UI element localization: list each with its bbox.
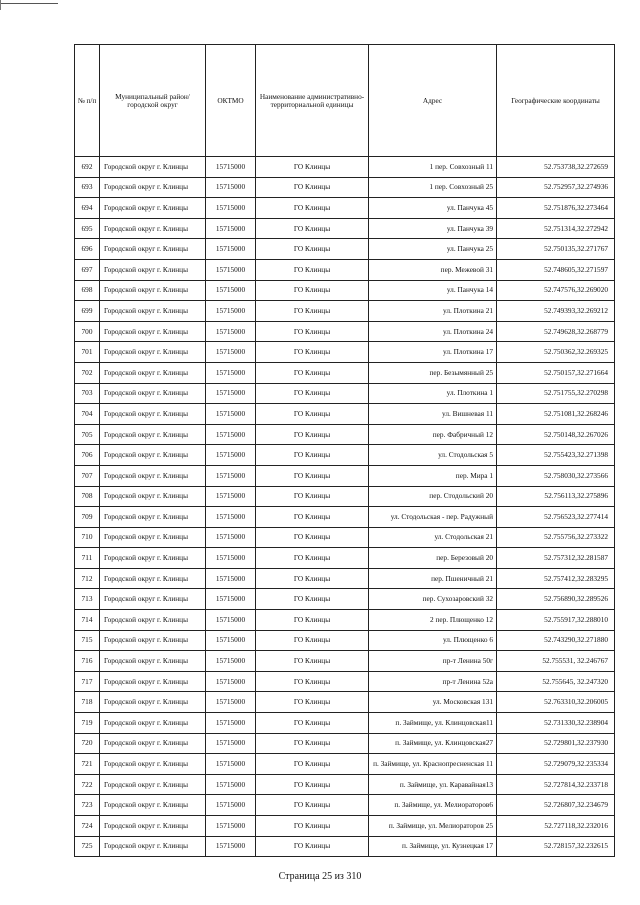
cell-coords: 52.757312,32.281587 bbox=[497, 548, 615, 569]
table-row bbox=[75, 383, 615, 404]
cell-num: 709 bbox=[75, 507, 100, 528]
cell-num: 715 bbox=[75, 630, 100, 651]
cell-admin-unit: ГО Клинцы bbox=[256, 548, 369, 569]
cell-municipality: Городской округ г. Клинцы bbox=[100, 651, 206, 672]
cell-oktmo: 15715000 bbox=[206, 548, 256, 569]
cell-coords: 52.756890,32.289526 bbox=[497, 589, 615, 610]
cell-num: 724 bbox=[75, 816, 100, 837]
table-row bbox=[75, 342, 615, 363]
cell-coords: 52.749628,32.268779 bbox=[497, 321, 615, 342]
cell-num: 708 bbox=[75, 486, 100, 507]
cell-municipality: Городской округ г. Клинцы bbox=[100, 424, 206, 445]
cell-oktmo: 15715000 bbox=[206, 795, 256, 816]
cell-admin-unit: ГО Клинцы bbox=[256, 198, 369, 219]
cell-oktmo: 15715000 bbox=[206, 383, 256, 404]
cell-coords: 52.731330,32.238904 bbox=[497, 713, 615, 734]
cell-oktmo: 15715000 bbox=[206, 816, 256, 837]
table-row bbox=[75, 239, 615, 260]
table-row bbox=[75, 630, 615, 651]
table-row bbox=[75, 259, 615, 280]
cell-admin-unit: ГО Клинцы bbox=[256, 465, 369, 486]
table-row bbox=[75, 795, 615, 816]
cell-oktmo: 15715000 bbox=[206, 301, 256, 322]
cell-address: ул. Панчука 14 bbox=[369, 280, 497, 301]
table-row bbox=[75, 301, 615, 322]
cell-address: пер. Пшеничный 21 bbox=[369, 568, 497, 589]
cell-admin-unit: ГО Клинцы bbox=[256, 342, 369, 363]
cell-admin-unit: ГО Клинцы bbox=[256, 404, 369, 425]
cell-admin-unit: ГО Клинцы bbox=[256, 259, 369, 280]
table-row bbox=[75, 548, 615, 569]
table-row bbox=[75, 671, 615, 692]
cell-oktmo: 15715000 bbox=[206, 424, 256, 445]
cell-address: 1 пер. Совхозный 25 bbox=[369, 177, 497, 198]
cell-municipality: Городской округ г. Клинцы bbox=[100, 507, 206, 528]
cell-municipality: Городской округ г. Клинцы bbox=[100, 713, 206, 734]
cell-num: 698 bbox=[75, 280, 100, 301]
cell-oktmo: 15715000 bbox=[206, 218, 256, 239]
cell-address: п. Займище, ул. Клинцовская27 bbox=[369, 733, 497, 754]
cell-address: ул. Стодольская 5 bbox=[369, 445, 497, 466]
cell-admin-unit: ГО Клинцы bbox=[256, 445, 369, 466]
cell-coords: 52.729079,32.235334 bbox=[497, 754, 615, 775]
cell-municipality: Городской округ г. Клинцы bbox=[100, 239, 206, 260]
cell-address: п. Займище, ул. Кузнецкая 17 bbox=[369, 836, 497, 857]
cell-oktmo: 15715000 bbox=[206, 321, 256, 342]
cell-oktmo: 15715000 bbox=[206, 259, 256, 280]
cell-oktmo: 15715000 bbox=[206, 445, 256, 466]
cell-admin-unit: ГО Клинцы bbox=[256, 280, 369, 301]
table-row bbox=[75, 280, 615, 301]
cell-coords: 52.756113,32.275896 bbox=[497, 486, 615, 507]
cell-address: ул. Плющенко 6 bbox=[369, 630, 497, 651]
cell-admin-unit: ГО Клинцы bbox=[256, 671, 369, 692]
cell-municipality: Городской округ г. Клинцы bbox=[100, 301, 206, 322]
cell-num: 696 bbox=[75, 239, 100, 260]
cell-coords: 52.748605,32.271597 bbox=[497, 259, 615, 280]
cell-oktmo: 15715000 bbox=[206, 465, 256, 486]
cell-num: 721 bbox=[75, 754, 100, 775]
cell-oktmo: 15715000 bbox=[206, 651, 256, 672]
cell-oktmo: 15715000 bbox=[206, 630, 256, 651]
cell-coords: 52.756523,32.277414 bbox=[497, 507, 615, 528]
cell-municipality: Городской округ г. Клинцы bbox=[100, 816, 206, 837]
cell-coords: 52.750157,32.271664 bbox=[497, 362, 615, 383]
scan-artifact-tick bbox=[0, 0, 1, 10]
cell-oktmo: 15715000 bbox=[206, 836, 256, 857]
cell-admin-unit: ГО Клинцы bbox=[256, 795, 369, 816]
cell-oktmo: 15715000 bbox=[206, 486, 256, 507]
cell-address: пер. Фабричный 12 bbox=[369, 424, 497, 445]
cell-coords: 52.729801,32.237930 bbox=[497, 733, 615, 754]
cell-municipality: Городской округ г. Клинцы bbox=[100, 486, 206, 507]
cell-coords: 52.727814,32.233718 bbox=[497, 774, 615, 795]
cell-coords: 52.751876,32.273464 bbox=[497, 198, 615, 219]
cell-num: 694 bbox=[75, 198, 100, 219]
scan-artifact-line bbox=[0, 3, 58, 4]
cell-address: ул. Плоткина 24 bbox=[369, 321, 497, 342]
cell-municipality: Городской округ г. Клинцы bbox=[100, 630, 206, 651]
table-row bbox=[75, 651, 615, 672]
cell-num: 722 bbox=[75, 774, 100, 795]
table-row bbox=[75, 218, 615, 239]
cell-coords: 52.755531, 32.246767 bbox=[497, 651, 615, 672]
cell-municipality: Городской округ г. Клинцы bbox=[100, 671, 206, 692]
table-row bbox=[75, 362, 615, 383]
cell-municipality: Городской округ г. Клинцы bbox=[100, 342, 206, 363]
cell-admin-unit: ГО Клинцы bbox=[256, 507, 369, 528]
table-row bbox=[75, 486, 615, 507]
cell-admin-unit: ГО Клинцы bbox=[256, 754, 369, 775]
cell-municipality: Городской округ г. Клинцы bbox=[100, 404, 206, 425]
cell-coords: 52.757412,32.283295 bbox=[497, 568, 615, 589]
header-coords: Географические координаты bbox=[497, 45, 615, 157]
cell-admin-unit: ГО Клинцы bbox=[256, 239, 369, 260]
cell-admin-unit: ГО Клинцы bbox=[256, 692, 369, 713]
table-row bbox=[75, 568, 615, 589]
cell-municipality: Городской округ г. Клинцы bbox=[100, 259, 206, 280]
cell-admin-unit: ГО Клинцы bbox=[256, 486, 369, 507]
cell-oktmo: 15715000 bbox=[206, 177, 256, 198]
cell-address: ул. Плоткина 21 bbox=[369, 301, 497, 322]
cell-address: ул. Московская 131 bbox=[369, 692, 497, 713]
cell-num: 713 bbox=[75, 589, 100, 610]
cell-oktmo: 15715000 bbox=[206, 280, 256, 301]
cell-coords: 52.753738,32.272659 bbox=[497, 157, 615, 178]
cell-num: 719 bbox=[75, 713, 100, 734]
cell-address: пер. Березовый 20 bbox=[369, 548, 497, 569]
cell-address: пр-т Ленина 52а bbox=[369, 671, 497, 692]
cell-num: 711 bbox=[75, 548, 100, 569]
cell-oktmo: 15715000 bbox=[206, 713, 256, 734]
cell-coords: 52.751755,32.270298 bbox=[497, 383, 615, 404]
cell-admin-unit: ГО Клинцы bbox=[256, 321, 369, 342]
cell-oktmo: 15715000 bbox=[206, 362, 256, 383]
header-admin-unit: Наименование административно-территориальной единицы bbox=[256, 45, 369, 157]
cell-municipality: Городской округ г. Клинцы bbox=[100, 692, 206, 713]
cell-num: 714 bbox=[75, 610, 100, 631]
table-row bbox=[75, 733, 615, 754]
cell-municipality: Городской округ г. Клинцы bbox=[100, 774, 206, 795]
cell-municipality: Городской округ г. Клинцы bbox=[100, 548, 206, 569]
cell-num: 693 bbox=[75, 177, 100, 198]
cell-coords: 52.751314,32.272942 bbox=[497, 218, 615, 239]
table-row bbox=[75, 692, 615, 713]
cell-admin-unit: ГО Клинцы bbox=[256, 424, 369, 445]
header-municipality: Муниципальный район/городской округ bbox=[100, 45, 206, 157]
cell-address: п. Займище, ул. Каравайная13 bbox=[369, 774, 497, 795]
cell-num: 702 bbox=[75, 362, 100, 383]
cell-municipality: Городской округ г. Клинцы bbox=[100, 157, 206, 178]
cell-num: 707 bbox=[75, 465, 100, 486]
table-row bbox=[75, 465, 615, 486]
cell-oktmo: 15715000 bbox=[206, 774, 256, 795]
table-row bbox=[75, 754, 615, 775]
cell-coords: 52.752957,32.274936 bbox=[497, 177, 615, 198]
table-row bbox=[75, 816, 615, 837]
cell-address: пер. Стодольский 20 bbox=[369, 486, 497, 507]
cell-municipality: Городской округ г. Клинцы bbox=[100, 836, 206, 857]
cell-admin-unit: ГО Клинцы bbox=[256, 383, 369, 404]
table-row bbox=[75, 424, 615, 445]
cell-coords: 52.726807,32.234679 bbox=[497, 795, 615, 816]
cell-admin-unit: ГО Клинцы bbox=[256, 301, 369, 322]
cell-municipality: Городской округ г. Клинцы bbox=[100, 177, 206, 198]
cell-oktmo: 15715000 bbox=[206, 342, 256, 363]
cell-oktmo: 15715000 bbox=[206, 671, 256, 692]
cell-coords: 52.750148,32.267026 bbox=[497, 424, 615, 445]
cell-admin-unit: ГО Клинцы bbox=[256, 651, 369, 672]
cell-address: 1 пер. Совхозный 11 bbox=[369, 157, 497, 178]
cell-admin-unit: ГО Клинцы bbox=[256, 816, 369, 837]
cell-num: 700 bbox=[75, 321, 100, 342]
cell-municipality: Городской округ г. Клинцы bbox=[100, 589, 206, 610]
cell-oktmo: 15715000 bbox=[206, 239, 256, 260]
cell-coords: 52.728157,32.232615 bbox=[497, 836, 615, 857]
cell-address: ул. Панчука 45 bbox=[369, 198, 497, 219]
cell-admin-unit: ГО Клинцы bbox=[256, 218, 369, 239]
cell-address: ул. Панчука 25 bbox=[369, 239, 497, 260]
cell-oktmo: 15715000 bbox=[206, 692, 256, 713]
cell-oktmo: 15715000 bbox=[206, 610, 256, 631]
cell-coords: 52.755423,32.271398 bbox=[497, 445, 615, 466]
cell-municipality: Городской округ г. Клинцы bbox=[100, 610, 206, 631]
cell-address: пер. Сухозаровский 32 bbox=[369, 589, 497, 610]
cell-address: пер. Безымянный 25 bbox=[369, 362, 497, 383]
cell-admin-unit: ГО Клинцы bbox=[256, 177, 369, 198]
cell-coords: 52.751081,32.268246 bbox=[497, 404, 615, 425]
cell-address: ул. Панчука 39 bbox=[369, 218, 497, 239]
cell-oktmo: 15715000 bbox=[206, 507, 256, 528]
cell-municipality: Городской округ г. Клинцы bbox=[100, 362, 206, 383]
cell-municipality: Городской округ г. Клинцы bbox=[100, 280, 206, 301]
cell-num: 697 bbox=[75, 259, 100, 280]
cell-num: 695 bbox=[75, 218, 100, 239]
cell-admin-unit: ГО Клинцы bbox=[256, 610, 369, 631]
table-body bbox=[75, 157, 615, 857]
table-row bbox=[75, 404, 615, 425]
cell-num: 717 bbox=[75, 671, 100, 692]
cell-admin-unit: ГО Клинцы bbox=[256, 527, 369, 548]
table-row bbox=[75, 198, 615, 219]
cell-num: 725 bbox=[75, 836, 100, 857]
cell-num: 716 bbox=[75, 651, 100, 672]
cell-coords: 52.755645, 32.247320 bbox=[497, 671, 615, 692]
cell-coords: 52.747576,32.269020 bbox=[497, 280, 615, 301]
cell-coords: 52.755917,32.288010 bbox=[497, 610, 615, 631]
table-row bbox=[75, 507, 615, 528]
cell-address: пер. Межевой 31 bbox=[369, 259, 497, 280]
cell-num: 704 bbox=[75, 404, 100, 425]
cell-admin-unit: ГО Клинцы bbox=[256, 774, 369, 795]
cell-coords: 52.750135,32.271767 bbox=[497, 239, 615, 260]
cell-num: 712 bbox=[75, 568, 100, 589]
cell-coords: 52.755756,32.273322 bbox=[497, 527, 615, 548]
table-row bbox=[75, 589, 615, 610]
cell-municipality: Городской округ г. Клинцы bbox=[100, 527, 206, 548]
table-row bbox=[75, 774, 615, 795]
cell-address: ул. Стодольская 21 bbox=[369, 527, 497, 548]
cell-admin-unit: ГО Клинцы bbox=[256, 568, 369, 589]
cell-oktmo: 15715000 bbox=[206, 754, 256, 775]
cell-num: 706 bbox=[75, 445, 100, 466]
cell-address: пер. Мира 1 bbox=[369, 465, 497, 486]
cell-address: ул. Плоткина 1 bbox=[369, 383, 497, 404]
cell-address: ул. Стодольская - пер. Радужный bbox=[369, 507, 497, 528]
cell-num: 723 bbox=[75, 795, 100, 816]
table-row bbox=[75, 836, 615, 857]
cell-municipality: Городской округ г. Клинцы bbox=[100, 445, 206, 466]
table-row bbox=[75, 177, 615, 198]
cell-oktmo: 15715000 bbox=[206, 157, 256, 178]
cell-num: 720 bbox=[75, 733, 100, 754]
table-row bbox=[75, 445, 615, 466]
cell-num: 710 bbox=[75, 527, 100, 548]
cell-coords: 52.758030,32.273566 bbox=[497, 465, 615, 486]
cell-admin-unit: ГО Клинцы bbox=[256, 157, 369, 178]
cell-admin-unit: ГО Клинцы bbox=[256, 713, 369, 734]
cell-municipality: Городской округ г. Клинцы bbox=[100, 465, 206, 486]
cell-address: п. Займище, ул. Клинцовская11 bbox=[369, 713, 497, 734]
cell-municipality: Городской округ г. Клинцы bbox=[100, 218, 206, 239]
cell-address: 2 пер. Плющенко 12 bbox=[369, 610, 497, 631]
table-row bbox=[75, 321, 615, 342]
cell-oktmo: 15715000 bbox=[206, 404, 256, 425]
cell-address: ул. Плоткина 17 bbox=[369, 342, 497, 363]
cell-admin-unit: ГО Клинцы bbox=[256, 733, 369, 754]
cell-admin-unit: ГО Клинцы bbox=[256, 630, 369, 651]
cell-admin-unit: ГО Клинцы bbox=[256, 589, 369, 610]
cell-coords: 52.727118,32.232016 bbox=[497, 816, 615, 837]
table-row bbox=[75, 157, 615, 178]
cell-municipality: Городской округ г. Клинцы bbox=[100, 795, 206, 816]
header-address: Адрес bbox=[369, 45, 497, 157]
cell-num: 699 bbox=[75, 301, 100, 322]
cell-municipality: Городской округ г. Клинцы bbox=[100, 321, 206, 342]
cell-municipality: Городской округ г. Клинцы bbox=[100, 568, 206, 589]
cell-admin-unit: ГО Клинцы bbox=[256, 836, 369, 857]
cell-coords: 52.750362,32.269325 bbox=[497, 342, 615, 363]
cell-address: п. Займище, ул. Мелиораторов6 bbox=[369, 795, 497, 816]
table-row bbox=[75, 610, 615, 631]
cell-num: 692 bbox=[75, 157, 100, 178]
cell-municipality: Городской округ г. Клинцы bbox=[100, 383, 206, 404]
cell-address: ул. Вишневая 11 bbox=[369, 404, 497, 425]
cell-address: п. Займище, ул. Мелиораторов 25 bbox=[369, 816, 497, 837]
cell-num: 718 bbox=[75, 692, 100, 713]
cell-municipality: Городской округ г. Клинцы bbox=[100, 733, 206, 754]
table-row bbox=[75, 713, 615, 734]
cell-admin-unit: ГО Клинцы bbox=[256, 362, 369, 383]
cell-num: 703 bbox=[75, 383, 100, 404]
cell-num: 701 bbox=[75, 342, 100, 363]
cell-num: 705 bbox=[75, 424, 100, 445]
table-header-row bbox=[75, 45, 615, 157]
cell-coords: 52.763310,32.206005 bbox=[497, 692, 615, 713]
cell-oktmo: 15715000 bbox=[206, 733, 256, 754]
header-oktmo: ОКТМО bbox=[206, 45, 256, 157]
cell-address: п. Займище, ул. Краснопресненская 11 bbox=[369, 754, 497, 775]
cell-oktmo: 15715000 bbox=[206, 527, 256, 548]
table-row bbox=[75, 527, 615, 548]
cell-oktmo: 15715000 bbox=[206, 198, 256, 219]
cell-oktmo: 15715000 bbox=[206, 589, 256, 610]
cell-coords: 52.749393,32.269212 bbox=[497, 301, 615, 322]
cell-municipality: Городской округ г. Клинцы bbox=[100, 754, 206, 775]
cell-address: пр-т Ленина 50г bbox=[369, 651, 497, 672]
header-num: № п/п bbox=[75, 45, 100, 157]
cell-oktmo: 15715000 bbox=[206, 568, 256, 589]
page-footer: Страница 25 из 310 bbox=[278, 871, 362, 882]
address-table bbox=[74, 44, 615, 857]
cell-coords: 52.743290,32.271880 bbox=[497, 630, 615, 651]
cell-municipality: Городской округ г. Клинцы bbox=[100, 198, 206, 219]
